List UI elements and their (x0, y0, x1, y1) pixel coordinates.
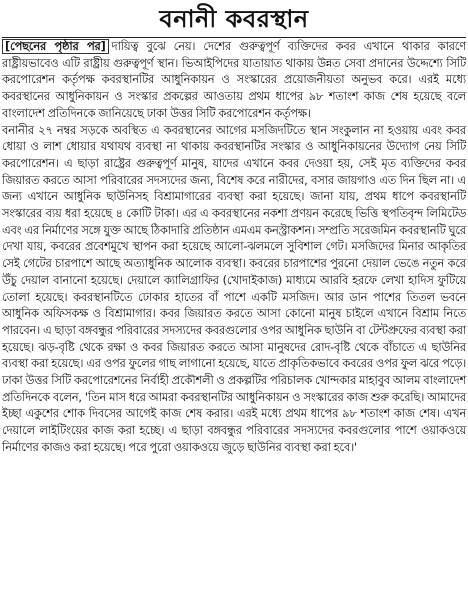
headline: বনানী কবরস্থান (159, 5, 309, 33)
continued-label: [পেছনের পৃষ্ঠার পর] (2, 39, 109, 54)
article-body (2, 39, 466, 457)
paragraph-1 (2, 39, 466, 123)
headline-rule (2, 37, 466, 38)
paragraph-2 (2, 123, 466, 457)
paragraph-2-text: বনানীর ২৭ নম্বর সড়কে অবস্থিত এ কবরস্থানের আগের মসজিদটিতে স্থান সংকুলান না হওয়ায় এবং কবর ধোয়া ও লাশ ধোয়ার যথাযথ ব্যবস্থা না থাকায় কবরস্থানটির সংস্কার ও আধুনিকায়নের উদ্যোগ নেয় সিটি করপোরেশন। এ ছাড়া রাষ্ট্রের গুরুত্বপূর্ণ মানুষ, যাদের এখানে কবর দেওয়া হয়, সেই মৃত ব্যক্তিদের কবর জিয়ারত করতে আসা পরিবারের সদস্যদের জন্য, বিশেষ করে নারীদের, বসার জায়গাও এত দিন ছিল না। এ জন্য এখানে আধুনিক ছাউনিসহ বিশ্রামাগারের ব্যবস্থা করা হয়েছে। জানা যায়, প্রথম ধাপে কবরস্থানটি সংস্কারের ব্যয় ধরা হয়েছে ৪ কোটি টাকা। এর এ কবরস্থানের নকশা প্রণয়ন করেছে ভিত্তি স্থপতিবৃন্দ লিমিটেড এবং এর নির্মাণের সঙ্গে যুক্ত আছে ঠিকাদারি প্রতিষ্ঠান এমএম কনস্ট্রাকশন। সম্প্রতি সরেজমিন কবরস্থানটি ঘুরে দেখা যায়, কবরের প্রবেশমুখে স্থাপন করা হয়েছে আলো-ঝলমলে সুবিশাল গেট। মসজিদের মিনার আকৃতির সেই গেটের চারপাশে আছে অত্যাধুনিক আলোক ব্যবস্থা। কবরের চারপাশের পুরনো দেয়াল ভেঙে নতুন করে উঁচু দেয়াল বানানো হয়েছে। দেয়ালে ক্যালিগ্রাফির (খোদাইকাজ) মাধ্যমে আরবি হরফে লেখা হাদিস ফুটিয়ে তোলা হয়েছে। কবরস্থানটিতে ঢোকার হাতের বাঁ পাশে একটি মসজিদ। আর ডান পাশের তিতল ভবনে আধুনিক অফিসকক্ষ ও বিশ্রামাগার। কবর জিয়ারত করতে আসা কোনো মানুষ চাইলে এখানে বিশ্রাম নিতে পারবেন। এ ছাড়া বঙ্গবন্ধুর পরিবারের সদস্যদের কবরগুলোর ওপর আধুনিক ছাউনি বা টেন্টপ্রুফের ব্যবস্থা করা হয়েছে। ঝড়-বৃষ্টি থেকে রক্ষা ও কবর জিয়ারত করতে আসা মানুষদের রোদ-বৃষ্টি থেকে বাঁচাতে এ ছাউনির ব্যবস্থা করা হয়েছে। এর ওপর ফুলের গাছ লাগানো হয়েছে, যাতে প্রাকৃতিকভাবে কবরের ওপর ফুল ঝরে পড়ে। ঢাকা উত্তর সিটি করপোরেশনের নির্বাহী প্রকৌশলী ও প্রকল্পটির পরিচালক খোন্দকার মাহাবুব আলম বাংলাদেশ প্রতিদিনকে বলেন, 'তিন মাস ধরে আমরা কবরস্থানটির আধুনিকায়ন ও সংস্কারের কাজ শুরু করেছি। আমাদের ইচ্ছা একুশের শোক দিবসের আগেই কাজ শেষ করার। এরই মধ্যে প্রথম ধাপের ৯৮ শতাংশ কাজ শেষ। এখন দেয়ালে লাইটিংয়ের কাজ করা হচ্ছে। এ ছাড়া বঙ্গবন্ধুর পরিবারের সদস্যদের কবরগুলোর পাশে ওয়াকওয়ে নির্মাণের কাজও করা হয়েছে। পরে পুরো ওয়াকওয়ে জুড়ে ছাউনির ব্যবস্থা করা হবে।' (2, 123, 466, 454)
paragraph-1-text: দায়িত্ব বুঝে নেয়। দেশের গুরুত্বপূর্ণ ব্যক্তিদের কবর এখানে থাকার কারণে রাষ্ট্রীয়ভাবেও এটি রাষ্ট্রীয় গুরুত্বপূর্ণ স্থান। ভিআইপিদের যাতায়াত থাকায় উন্নত সেবা প্রদানের উদ্দেশ্যে সিটি করপোরেশন কর্তৃপক্ষ কবরস্থানটির আধুনিকায়ন ও সংস্কারের প্রয়োজনীয়তা অনুভব করে। এরই মধ্যে কবরস্থানের আধুনিকায়ন ও সংস্কার প্রকল্পের আওতায় প্রথম ধাপের ৯৮ শতাংশ কাজ শেষ হয়েছে বলে বাংলাদেশ প্রতিদিনকে জানিয়েছে ঢাকা উত্তর সিটি করপোরেশন কর্তৃপক্ষ। (2, 40, 466, 120)
